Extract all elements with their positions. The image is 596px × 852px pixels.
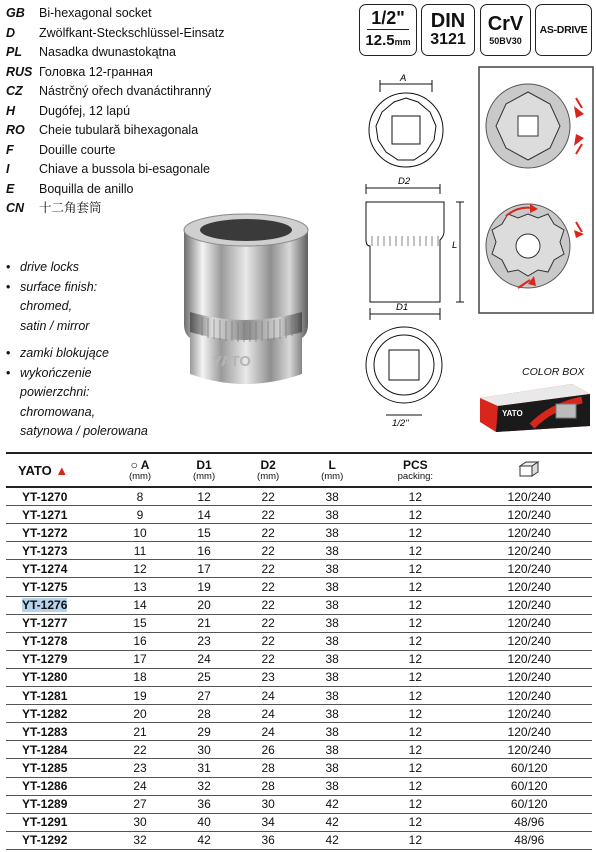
cell-pcs: 12 (364, 578, 466, 596)
material-label: CrV (487, 12, 524, 35)
features-en (6, 258, 148, 336)
product-code[interactable]: YT-1283 (22, 724, 68, 739)
product-code[interactable]: YT-1278 (22, 634, 68, 649)
cell-d1: 42 (172, 831, 236, 849)
table-row (6, 487, 592, 506)
technical-drawing (352, 70, 472, 432)
cell-box: 120/240 (467, 542, 593, 560)
cell-d2: 22 (236, 650, 300, 668)
cell-l: 42 (300, 831, 364, 849)
product-code[interactable]: YT-1275 (22, 580, 68, 595)
cell-code (6, 524, 108, 542)
bullet-icon (6, 317, 20, 337)
language-code: F (6, 142, 14, 157)
table-row (6, 506, 592, 524)
cell-a: 9 (108, 506, 172, 524)
table-row (6, 759, 592, 777)
bullet-icon (6, 383, 20, 403)
product-code[interactable]: YT-1276 (22, 598, 68, 613)
feature-text: zamki blokujące (20, 346, 109, 360)
cell-a: 14 (108, 596, 172, 614)
table-row (6, 741, 592, 759)
bullet-icon (6, 422, 20, 442)
language-text: Nasadka dwunastokątna (39, 45, 176, 59)
dim-d2-label: D2 (398, 176, 411, 187)
col-d2: D2 (mm) (236, 453, 300, 487)
cell-d1: 17 (172, 560, 236, 578)
product-code[interactable]: YT-1289 (22, 797, 68, 812)
cell-l: 38 (300, 777, 364, 795)
cell-code (6, 506, 108, 524)
cell-l: 38 (300, 524, 364, 542)
cell-box: 60/120 (467, 777, 593, 795)
product-code[interactable]: YT-1286 (22, 779, 68, 794)
feature-text: satynowa / polerowana (20, 424, 148, 438)
cell-box: 60/120 (467, 759, 593, 777)
cell-code (6, 741, 108, 759)
table-row (6, 542, 592, 560)
cell-box: 120/240 (467, 524, 593, 542)
cell-box: 60/120 (467, 795, 593, 813)
cell-l: 38 (300, 487, 364, 506)
table-row (6, 560, 592, 578)
cell-a: 11 (108, 542, 172, 560)
cell-code (6, 614, 108, 632)
logo-mark-icon: ▲ (55, 462, 69, 478)
feature-line (6, 403, 148, 423)
cell-code (6, 542, 108, 560)
cell-d1: 21 (172, 614, 236, 632)
feature-line (6, 344, 148, 364)
language-row (6, 160, 224, 180)
language-code: GB (6, 6, 25, 20)
cell-pcs: 12 (364, 831, 466, 849)
din-number: 3121 (430, 31, 466, 48)
cell-code (6, 813, 108, 831)
feature-text: surface finish: (20, 279, 98, 294)
cell-d2: 22 (236, 560, 300, 578)
language-code: I (6, 162, 10, 176)
language-text: Bi-hexagonal socket (39, 6, 152, 20)
product-code[interactable]: YT-1285 (22, 760, 68, 775)
cell-a: 23 (108, 759, 172, 777)
cell-pcs: 12 (364, 705, 466, 723)
cell-a: 30 (108, 813, 172, 831)
cell-code (6, 596, 108, 614)
table-row (6, 795, 592, 813)
cell-a: 32 (108, 831, 172, 849)
cell-d1: 40 (172, 813, 236, 831)
cell-a: 15 (108, 614, 172, 632)
language-text: Nástrčný ořech dvanáctihranný (39, 84, 212, 98)
material-badge (480, 4, 531, 56)
product-code[interactable]: YT-1292 (22, 833, 68, 848)
cell-pcs: 12 (364, 741, 466, 759)
language-row (6, 180, 224, 200)
cell-a: 17 (108, 650, 172, 668)
cell-d1: 27 (172, 687, 236, 705)
product-code[interactable]: YT-1274 (22, 561, 68, 576)
cell-d2: 24 (236, 705, 300, 723)
dim-a-label: A (400, 73, 407, 84)
drive-size-inch: 1/2" (367, 9, 409, 30)
box-icon (518, 461, 540, 477)
table-header (6, 453, 592, 487)
cell-code (6, 687, 108, 705)
cell-l: 38 (300, 741, 364, 759)
cell-d1: 16 (172, 542, 236, 560)
product-code[interactable]: YT-1270 (22, 489, 68, 504)
cell-pcs: 12 (364, 813, 466, 831)
cell-d1: 24 (172, 650, 236, 668)
drive-lock-diagram (478, 66, 594, 314)
cell-pcs: 12 (364, 795, 466, 813)
cell-code (6, 831, 108, 849)
col-pcs: PCS packing: (364, 453, 466, 487)
cell-box: 120/240 (467, 705, 593, 723)
cell-a: 24 (108, 777, 172, 795)
cell-a: 20 (108, 705, 172, 723)
language-row (6, 24, 224, 44)
language-text: Dugófej, 12 lapú (39, 103, 131, 118)
cell-a: 16 (108, 632, 172, 650)
cell-d1: 29 (172, 723, 236, 741)
color-box-label: COLOR BOX (522, 366, 585, 378)
cell-d2: 23 (236, 668, 300, 686)
cell-a: 12 (108, 560, 172, 578)
table-row (6, 723, 592, 741)
language-code: RO (6, 123, 25, 137)
cell-code (6, 632, 108, 650)
feature-line (6, 422, 148, 442)
socket-engraving: YATO (212, 353, 251, 370)
table-row (6, 650, 592, 668)
language-list (6, 4, 224, 219)
product-code[interactable]: YT-1279 (22, 652, 68, 667)
cell-d2: 34 (236, 813, 300, 831)
cell-box: 120/240 (467, 723, 593, 741)
cell-d2: 22 (236, 596, 300, 614)
language-row (6, 63, 224, 83)
cell-d1: 30 (172, 741, 236, 759)
cell-d1: 19 (172, 578, 236, 596)
cell-pcs: 12 (364, 614, 466, 632)
spec-table (6, 452, 592, 850)
cell-code (6, 487, 108, 506)
cell-pcs: 12 (364, 632, 466, 650)
cell-a: 13 (108, 578, 172, 596)
cell-pcs: 12 (364, 759, 466, 777)
bullet-icon: • (6, 279, 11, 294)
language-code: PL (6, 45, 22, 59)
cell-code (6, 650, 108, 668)
drive-size-mm: 12.5mm (365, 32, 411, 49)
cell-pcs: 12 (364, 542, 466, 560)
cell-l: 38 (300, 578, 364, 596)
cell-d2: 30 (236, 795, 300, 813)
cell-a: 22 (108, 741, 172, 759)
table-row (6, 705, 592, 723)
bullet-icon: • (6, 260, 11, 274)
as-drive-badge (535, 4, 592, 56)
cell-box: 48/96 (467, 813, 593, 831)
cell-box: 120/240 (467, 650, 593, 668)
cell-d2: 28 (236, 777, 300, 795)
table-row (6, 777, 592, 795)
cell-d1: 15 (172, 524, 236, 542)
cell-d2: 22 (236, 506, 300, 524)
cell-d2: 22 (236, 632, 300, 650)
din-badge (421, 4, 475, 56)
feature-text: chromowana, (20, 404, 96, 419)
cell-d1: 31 (172, 759, 236, 777)
din-label: DIN (430, 10, 466, 32)
feature-text: powierzchni: (20, 385, 90, 399)
socket-photo (170, 204, 320, 394)
language-code: E (6, 181, 15, 196)
cell-l: 38 (300, 506, 364, 524)
feature-text: chromed, (20, 299, 73, 313)
cell-l: 42 (300, 795, 364, 813)
material-grade: 50BV30 (489, 35, 522, 46)
product-code[interactable]: YT-1273 (22, 543, 68, 558)
cell-l: 38 (300, 705, 364, 723)
col-a: ○ A (mm) (108, 453, 172, 487)
table-row (6, 813, 592, 831)
cell-d2: 24 (236, 687, 300, 705)
dim-drive-label: 1/2" (392, 418, 409, 429)
feature-text: drive locks (20, 260, 80, 274)
cell-pcs: 12 (364, 487, 466, 506)
bullet-icon: • (6, 365, 11, 380)
cell-box: 120/240 (467, 578, 593, 596)
cell-code (6, 668, 108, 686)
table-row (6, 596, 592, 614)
cell-code (6, 777, 108, 795)
feature-text: wykończenie (20, 365, 92, 380)
cell-d1: 25 (172, 668, 236, 686)
cell-d1: 20 (172, 596, 236, 614)
cell-box: 120/240 (467, 596, 593, 614)
product-code[interactable]: YT-1291 (22, 815, 68, 830)
cell-pcs: 12 (364, 687, 466, 705)
cell-box: 120/240 (467, 614, 593, 632)
cell-pcs: 12 (364, 777, 466, 795)
brand-logo: YATO ▲ (6, 453, 108, 487)
cell-d1: 12 (172, 487, 236, 506)
product-code[interactable]: YT-1272 (22, 525, 68, 540)
cell-code (6, 578, 108, 596)
feature-line (6, 278, 148, 298)
cell-pcs: 12 (364, 596, 466, 614)
cell-l: 38 (300, 560, 364, 578)
cell-code (6, 705, 108, 723)
product-code[interactable]: YT-1281 (22, 688, 68, 703)
cell-l: 42 (300, 813, 364, 831)
col-box (467, 453, 593, 487)
product-code[interactable]: YT-1284 (22, 742, 68, 757)
product-code[interactable]: YT-1277 (22, 616, 68, 631)
cell-a: 18 (108, 668, 172, 686)
cell-a: 21 (108, 723, 172, 741)
cell-d2: 22 (236, 614, 300, 632)
bullet-icon (6, 297, 20, 317)
language-text: Zwölfkant-Steckschlüssel-Einsatz (39, 25, 225, 40)
feature-line (6, 364, 148, 384)
cell-d2: 22 (236, 578, 300, 596)
table-row (6, 578, 592, 596)
cell-l: 38 (300, 614, 364, 632)
cell-d2: 26 (236, 741, 300, 759)
cell-box: 120/240 (467, 632, 593, 650)
table-row (6, 668, 592, 686)
cell-box: 120/240 (467, 487, 593, 506)
feature-line (6, 258, 148, 278)
dim-l-label: L (452, 240, 458, 251)
language-code: CN (6, 201, 25, 215)
drive-size-badge (359, 4, 417, 56)
language-text: 十二角套筒 (39, 201, 102, 215)
language-code: CZ (6, 84, 23, 98)
cell-d2: 22 (236, 487, 300, 506)
feature-line (6, 297, 148, 317)
cell-code (6, 795, 108, 813)
language-text: Chiave a bussola bi-esagonale (39, 162, 210, 176)
cell-l: 38 (300, 723, 364, 741)
cell-d1: 32 (172, 777, 236, 795)
cell-box: 120/240 (467, 506, 593, 524)
cell-code (6, 560, 108, 578)
language-code: H (6, 103, 16, 118)
bullet-icon: • (6, 346, 11, 360)
cell-pcs: 12 (364, 524, 466, 542)
language-text: Douille courte (39, 142, 116, 157)
cell-pcs: 12 (364, 723, 466, 741)
cell-l: 38 (300, 596, 364, 614)
cell-pcs: 12 (364, 560, 466, 578)
cell-l: 38 (300, 668, 364, 686)
features-pl (6, 344, 148, 442)
table-row (6, 524, 592, 542)
feature-line (6, 317, 148, 337)
features-list (6, 258, 148, 442)
cell-d2: 24 (236, 723, 300, 741)
cell-code (6, 759, 108, 777)
color-box-brand: YATO (502, 409, 523, 418)
as-drive-label: AS-DRIVE (539, 24, 588, 36)
cell-box: 48/96 (467, 831, 593, 849)
cell-l: 38 (300, 650, 364, 668)
feature-text: satin / mirror (20, 318, 90, 333)
cell-a: 8 (108, 487, 172, 506)
cell-box: 120/240 (467, 687, 593, 705)
cell-a: 10 (108, 524, 172, 542)
col-l: L (mm) (300, 453, 364, 487)
cell-a: 19 (108, 687, 172, 705)
cell-d1: 36 (172, 795, 236, 813)
language-text: Cheie tubulară bihexagonala (39, 123, 199, 137)
table-row (6, 632, 592, 650)
language-code: RUS (6, 64, 33, 79)
cell-l: 38 (300, 542, 364, 560)
cell-l: 38 (300, 687, 364, 705)
bullet-icon (6, 403, 20, 423)
table-row (6, 614, 592, 632)
cell-d1: 28 (172, 705, 236, 723)
cell-pcs: 12 (364, 506, 466, 524)
col-d1: D1 (mm) (172, 453, 236, 487)
language-text: Головка 12-гранная (39, 64, 153, 79)
product-code[interactable]: YT-1271 (22, 507, 68, 522)
feature-line (6, 383, 148, 403)
cell-d1: 14 (172, 506, 236, 524)
language-text: Boquilla de anillo (39, 181, 134, 196)
cell-pcs: 12 (364, 650, 466, 668)
color-box-image (472, 378, 592, 434)
language-row (6, 121, 224, 141)
cell-d2: 36 (236, 831, 300, 849)
language-row (6, 82, 224, 102)
product-code[interactable]: YT-1280 (22, 670, 68, 685)
cell-l: 38 (300, 759, 364, 777)
cell-box: 120/240 (467, 560, 593, 578)
language-row (6, 4, 224, 24)
language-row (6, 43, 224, 63)
dim-d1-label: D1 (396, 302, 409, 313)
cell-d2: 22 (236, 524, 300, 542)
cell-code (6, 723, 108, 741)
cell-pcs: 12 (364, 668, 466, 686)
cell-d2: 22 (236, 542, 300, 560)
product-code[interactable]: YT-1282 (22, 706, 68, 721)
cell-d2: 28 (236, 759, 300, 777)
language-row (6, 102, 224, 122)
table-row (6, 831, 592, 849)
cell-a: 27 (108, 795, 172, 813)
language-row (6, 141, 224, 161)
cell-d1: 23 (172, 632, 236, 650)
language-code: D (6, 25, 16, 40)
cell-box: 120/240 (467, 741, 593, 759)
cell-l: 38 (300, 632, 364, 650)
table-row (6, 687, 592, 705)
cell-box: 120/240 (467, 668, 593, 686)
